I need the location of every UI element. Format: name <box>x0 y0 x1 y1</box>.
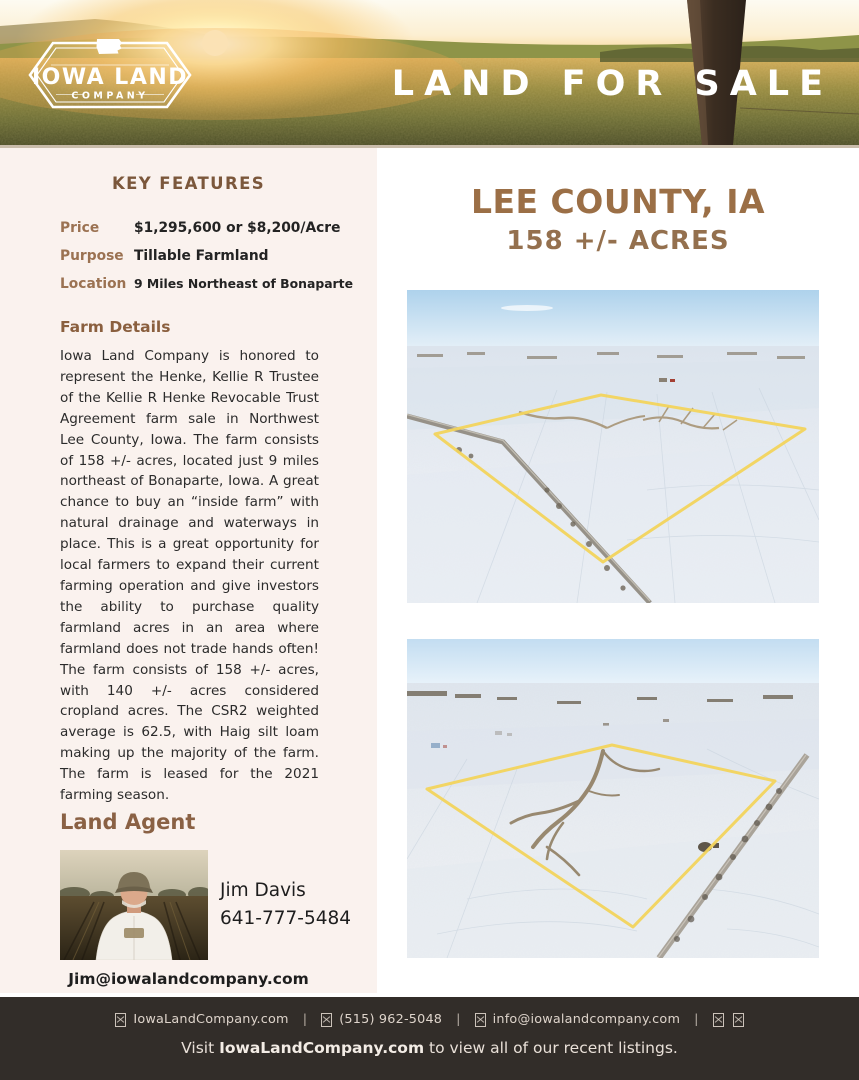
aerial-photo-1 <box>407 290 819 603</box>
farm-details-body: Iowa Land Company is honored to represent the Henke, Kellie R Trustee of the Kellie R Henke Revocable Trust Agreement farm sale in Northwest Lee County, Iowa. The farm consists of 158 +/- acres, located just 9 miles northeast of Bonaparte, Iowa. A great chance to buy an “inside farm” with natural drainage and waterways in place. This is a great opportunity for local farmers to expand their current farming operation and give investors the ability to purchase quality farmland acres in an area where farmland does not trade hands often! The farm consists of 158 +/- acres, with 140 +/- acres considered cropland acres. The CSR2 weighted average is 62.5, with Haig silt loam making up the majority of the farm. The farm is leased for the 2021 farming season. <box>60 348 319 804</box>
land-agent-heading: Land Agent <box>60 810 196 834</box>
feature-value: 9 Miles Northeast of Bonaparte <box>134 276 353 291</box>
footer-tagline <box>0 1039 859 1057</box>
feature-value: Tillable Farmland <box>134 248 269 264</box>
logo-subtitle: COMPANY <box>71 90 149 102</box>
footer-contact-line <box>0 1012 859 1027</box>
feature-row-price <box>60 220 341 236</box>
tagline-suffix: to view all of our recent listings. <box>424 1039 678 1057</box>
footer-social-items <box>713 1013 744 1027</box>
envelope-icon <box>475 1013 486 1027</box>
agent-email[interactable]: Jim@iowalandcompany.com <box>68 970 309 988</box>
left-panel <box>0 148 377 993</box>
globe-icon <box>115 1013 126 1027</box>
feature-value: $1,295,600 or $8,200/Acre <box>134 220 341 236</box>
aerial-photo-2 <box>407 639 819 958</box>
instagram-icon[interactable] <box>733 1013 744 1027</box>
footer-email-item[interactable] <box>475 1012 680 1027</box>
footer-website-item[interactable] <box>115 1012 288 1027</box>
key-features-list <box>60 220 353 304</box>
logo-title: IOWA LAND <box>31 65 189 90</box>
agent-contact <box>220 877 351 933</box>
agent-photo <box>60 850 208 960</box>
agent-phone[interactable]: 641-777-5484 <box>220 908 352 929</box>
footer-email[interactable]: info@iowalandcompany.com <box>492 1012 681 1027</box>
hero-banner <box>0 0 859 148</box>
land-agent-card <box>60 850 351 960</box>
feature-label: Price <box>60 220 100 236</box>
facebook-icon[interactable] <box>713 1013 724 1027</box>
tagline-site[interactable]: IowaLandCompany.com <box>219 1039 425 1057</box>
agent-name: Jim Davis <box>220 880 306 902</box>
company-logo <box>28 38 192 112</box>
feature-row-location <box>60 276 353 292</box>
feature-label: Location <box>60 276 127 292</box>
banner-title: LAND FOR SALE <box>391 64 833 104</box>
feature-label: Purpose <box>60 248 124 264</box>
listing-acreage: 158 +/- ACRES <box>506 226 730 256</box>
feature-row-purpose <box>60 248 322 264</box>
tagline-prefix: Visit <box>181 1039 220 1057</box>
footer-phone-item[interactable] <box>321 1012 442 1027</box>
farm-details-heading: Farm Details <box>60 318 171 336</box>
key-features-heading: KEY FEATURES <box>111 174 266 193</box>
separator: | <box>694 1012 699 1027</box>
phone-icon <box>321 1013 332 1027</box>
footer-phone[interactable]: (515) 962-5048 <box>339 1012 443 1027</box>
separator: | <box>456 1012 461 1027</box>
footer-website[interactable]: IowaLandCompany.com <box>133 1012 289 1027</box>
footer <box>0 997 859 1080</box>
separator: | <box>302 1012 308 1027</box>
listing-county-title: LEE COUNTY, IA <box>470 182 766 221</box>
